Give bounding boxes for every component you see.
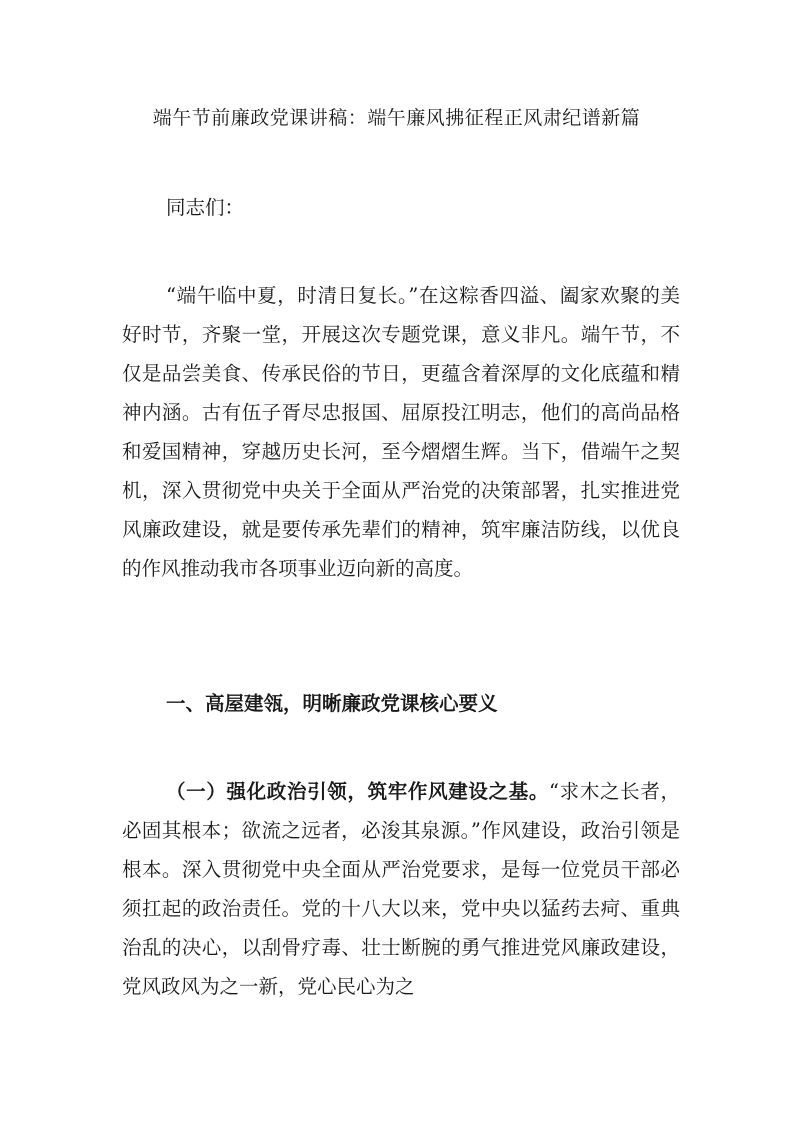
paragraph-intro: “端午临中夏，时清日复长。”在这粽香四溢、阖家欢聚的美好时节，齐聚一堂，开展这次专题党课，意义非凡。端午节，不仅是品尝美食、传承民俗的节日，更蕴含着深厚的文化底蕴和精神内涵。古有伍子胥尽忠报国、屈原投江明志，他们的高尚品格和爱国精神，穿越历史长河，至今熠熠生辉。当下，借端午之契机，深入贯彻党中央关于全面从严治党的决策部署，扎实推进党风廉政建设，就是要传承先辈们的精神，筑牢廉洁防线，以优良的作风推动我市各项事业迈向新的高度。 — [122, 284, 680, 580]
paragraph-section-1-1 — [122, 772, 680, 1006]
subsection-body: “求木之长者，必固其根本；欲流之远者，必浚其泉源。”作风建设，政治引领是根本。深入贯彻党中央全面从严治党要求，是每一位党员干部必须扛起的政治责任。党的十八大以来，党中央以猛药去疴、重典治乱的决心，以刮骨疗毒、壮士断腕的勇气推进党风廉政建设，党风政风为之一新，党心民心为之 — [122, 780, 680, 998]
section-heading-1: 一、高屋建瓴，明晰廉政党课核心要义 — [166, 692, 498, 715]
subsection-lead: （一）强化政治引领，筑牢作风建设之基。 — [166, 780, 550, 803]
document-title: 端午节前廉政党课讲稿：端午廉风拂征程正风肃纪谱新篇 — [152, 107, 641, 129]
salutation: 同志们： — [166, 196, 245, 219]
